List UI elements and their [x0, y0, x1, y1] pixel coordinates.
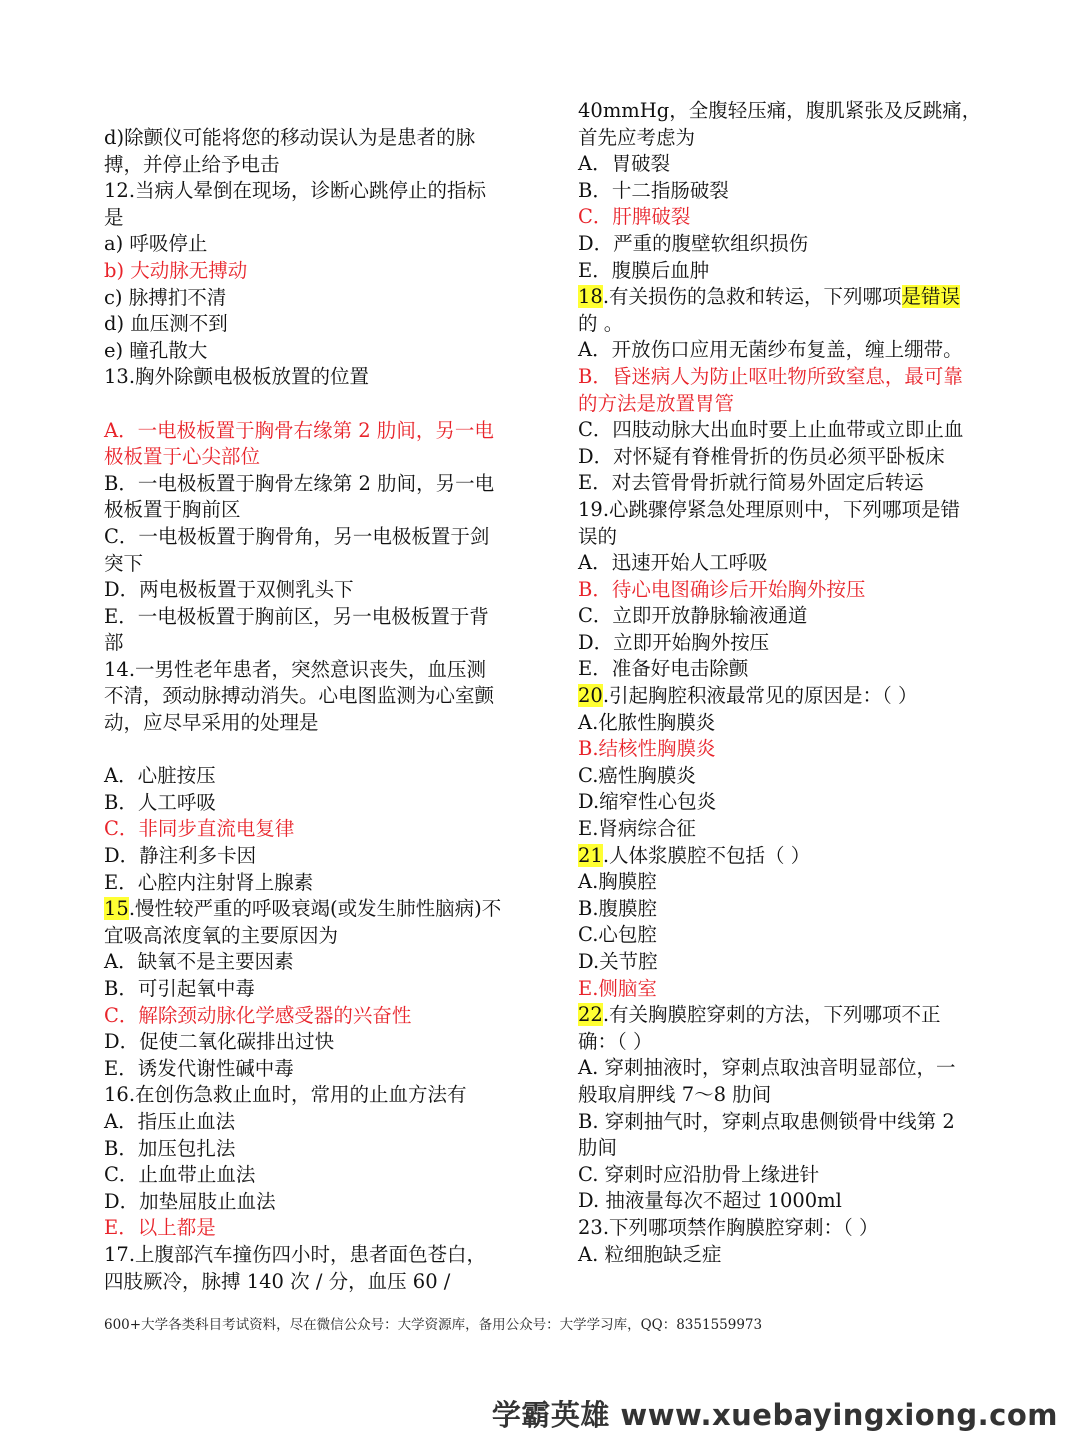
text-line	[578, 789, 988, 816]
line-text: d) 血压测不到	[104, 312, 228, 336]
line-text: b) 大动脉无搏动	[104, 258, 248, 282]
text-line	[104, 1162, 524, 1189]
text-line	[104, 790, 524, 817]
line-text: 极板置于心尖部位	[104, 445, 261, 469]
line-text: C. 穿刺时应沿肋骨上缘进针	[578, 1162, 820, 1186]
line-text: 般取肩胛线 7～8 肋间	[578, 1082, 772, 1106]
line-text: 40mmHg，全腹轻压痛，腹肌紧张及反跳痛，	[578, 99, 982, 122]
blank-line	[104, 737, 524, 764]
line-text: D．严重的腹壁软组织损伤	[578, 231, 809, 255]
question-number-highlight: 22	[578, 1003, 603, 1027]
line-text: E．一电极板置于胸前区，另一电极板置于背	[104, 604, 489, 628]
answer-line	[578, 736, 988, 763]
line-text: A．开放伤口应用无菌纱布复盖，缠上绷带。	[578, 338, 963, 362]
emphasis-highlight: 是错误	[901, 285, 961, 309]
footer-note: 600+大学各类科目考试资料，尽在微信公众号：大学资源库，备用公众号：大学学习库，QQ：8351559973	[104, 1317, 763, 1333]
text-line	[578, 1029, 988, 1056]
line-text: 部	[104, 631, 124, 655]
line-text: B.结核性胸膜炎	[578, 737, 716, 761]
text-line	[104, 497, 524, 524]
line-text: 确：（ ）	[578, 1029, 653, 1053]
line-text: D．立即开始胸外按压	[578, 630, 770, 654]
line-text: A.化脓性胸膜炎	[578, 710, 716, 734]
text-line	[578, 444, 988, 471]
line-text: .人体浆膜腔不包括（ ）	[602, 843, 811, 867]
line-text: C.心包腔	[578, 923, 657, 947]
text-line	[578, 1002, 988, 1029]
text-line	[578, 417, 988, 444]
text-line	[578, 231, 988, 258]
line-text: E．腹膜后血肿	[578, 258, 710, 282]
text-line	[578, 1215, 988, 1242]
line-text: A．一电极板置于胸骨右缘第 2 肋间，另一电	[104, 418, 494, 442]
blank-line	[104, 391, 524, 418]
text-line	[578, 1135, 988, 1162]
text-line	[578, 524, 988, 551]
text-line	[104, 630, 524, 657]
answer-line	[578, 577, 988, 604]
text-line	[104, 311, 524, 338]
right-column	[578, 98, 988, 1268]
text-line	[578, 1162, 988, 1189]
text-line	[104, 551, 524, 578]
text-line	[104, 710, 524, 737]
question-number-highlight: 15	[104, 897, 129, 921]
line-text: E．以上都是	[104, 1216, 216, 1240]
text-line	[104, 1189, 524, 1216]
line-text: B．可引起氧中毒	[104, 977, 255, 1000]
answer-line	[578, 204, 988, 231]
line-text: B．昏迷病人为防止呕吐物所致窒息，最可靠	[578, 364, 963, 388]
line-text: 14.一男性老年患者，突然意识丧失，血压测	[104, 657, 487, 681]
text-line	[578, 816, 988, 843]
text-line	[104, 923, 524, 950]
text-line	[104, 763, 524, 790]
text-line	[104, 976, 524, 1003]
text-line	[104, 524, 524, 551]
text-line	[578, 497, 988, 524]
text-line	[104, 577, 524, 604]
text-line	[578, 258, 988, 285]
line-text: A．缺氧不是主要因素	[104, 950, 294, 974]
line-text: A．胃破裂	[578, 152, 671, 176]
text-line	[578, 710, 988, 737]
site-watermark: 学霸英雄 www.xuebayingxiong.com	[491, 1398, 1058, 1432]
line-text: 极板置于胸前区	[104, 498, 241, 522]
line-text: A．心脏按压	[104, 764, 216, 788]
line-text: 搏，并停止给予电击	[104, 152, 280, 176]
answer-line	[578, 976, 988, 1003]
line-text: E.肾病综合征	[578, 817, 696, 841]
line-text: E．诱发代谢性碱中毒	[104, 1056, 294, 1080]
answer-line	[104, 816, 524, 843]
text-line	[104, 1242, 524, 1269]
text-line	[578, 1188, 988, 1215]
line-text: C．止血带止血法	[104, 1163, 256, 1187]
text-line	[578, 949, 988, 976]
line-text: E.侧脑室	[578, 976, 657, 1000]
text-line	[578, 1109, 988, 1136]
text-line	[104, 178, 524, 205]
question-number-highlight: 21	[578, 843, 603, 867]
line-text: 13.胸外除颤电极板放置的位置	[104, 365, 370, 389]
line-text: .慢性较严重的呼吸衰竭(或发生肺性脑病)不	[128, 897, 502, 921]
line-text: D．两电极板置于双侧乳头下	[104, 578, 354, 602]
line-text: 动，应尽早采用的处理是	[104, 711, 319, 735]
line-text: D．静注利多卡因	[104, 844, 257, 868]
line-text: E．对去管骨骨折就行简易外固定后转运	[578, 471, 924, 495]
text-line	[104, 338, 524, 365]
line-text: A. 穿刺抽液时，穿刺点取浊音明显部位，一	[578, 1056, 956, 1080]
text-line	[104, 285, 524, 312]
text-line	[578, 683, 988, 710]
line-text: 23.下列哪项禁作胸膜腔穿刺：（ ）	[578, 1215, 879, 1239]
line-text: 误的	[578, 524, 618, 548]
answer-line	[104, 1003, 524, 1030]
text-line	[578, 1082, 988, 1109]
text-line	[104, 657, 524, 684]
line-text: C.癌性胸膜炎	[578, 763, 696, 787]
text-line	[104, 471, 524, 498]
line-text: 四肢厥冷，脉搏 140 次 / 分，血压 60 /	[104, 1269, 451, 1293]
line-text: .有关损伤的急救和转运，下列哪项	[602, 285, 902, 309]
line-text: A. 粒细胞缺乏症	[578, 1242, 722, 1266]
line-text: 的 。	[578, 311, 624, 335]
line-text: .有关胸膜腔穿刺的方法，下列哪项不正	[602, 1003, 941, 1027]
line-text: C．肝脾破裂	[578, 205, 691, 229]
text-line	[578, 337, 988, 364]
answer-line	[104, 418, 524, 445]
text-line	[578, 1242, 988, 1269]
line-text: C．一电极板置于胸骨角，另一电极板置于剑	[104, 524, 490, 548]
text-line	[104, 1109, 524, 1136]
line-text: D.关节腔	[578, 950, 658, 973]
line-text: 17.上腹部汽车撞伤四小时，患者面色苍白，	[104, 1242, 487, 1266]
text-line	[578, 869, 988, 896]
text-line	[104, 1136, 524, 1163]
left-column	[104, 125, 524, 1295]
text-line	[578, 603, 988, 630]
text-line	[104, 1029, 524, 1056]
text-line	[578, 178, 988, 205]
line-text: B.腹膜腔	[578, 896, 658, 920]
line-text: 16.在创伤急救止血时，常用的止血方法有	[104, 1083, 467, 1107]
line-text: E．心腔内注射肾上腺素	[104, 870, 314, 894]
line-text: B．十二指肠破裂	[578, 178, 729, 202]
line-text: a) 呼吸停止	[104, 232, 208, 256]
answer-line	[104, 258, 524, 285]
line-text: A．指压止血法	[104, 1109, 236, 1133]
text-line	[578, 98, 988, 125]
answer-line	[578, 364, 988, 391]
line-text: D．促使二氧化碳排出过快	[104, 1030, 335, 1054]
line-text: B．加压包扎法	[104, 1136, 236, 1160]
text-line	[104, 364, 524, 391]
text-line	[578, 284, 988, 311]
line-text: 宜吸高浓度氧的主要原因为	[104, 923, 339, 947]
line-text: .引起胸腔积液最常见的原因是：（ ）	[602, 684, 918, 708]
text-line	[578, 1055, 988, 1082]
line-text: 12.当病人晕倒在现场，诊断心跳停止的指标	[104, 179, 487, 203]
answer-line	[104, 1215, 524, 1242]
line-text: C．解除颈动脉化学感受器的兴奋性	[104, 1003, 412, 1027]
text-line	[578, 896, 988, 923]
answer-line	[578, 391, 988, 418]
question-number-highlight: 20	[578, 684, 603, 708]
question-number-highlight: 18	[578, 285, 603, 309]
line-text: d)除颤仪可能将您的移动误认为是患者的脉	[104, 126, 476, 149]
text-line	[578, 125, 988, 152]
line-text: D. 抽液量每次不超过 1000ml	[578, 1189, 842, 1213]
text-line	[578, 763, 988, 790]
line-text: C．四肢动脉大出血时要上止血带或立即止血	[578, 418, 964, 442]
line-text: D.缩窄性心包炎	[578, 790, 717, 814]
text-line	[104, 231, 524, 258]
text-line	[578, 550, 988, 577]
line-text: e) 瞳孔散大	[104, 338, 208, 362]
line-text: c) 脉搏扪不清	[104, 285, 227, 309]
line-text: 不清，颈动脉搏动消失。心电图监测为心室颤	[104, 684, 495, 708]
text-line	[104, 870, 524, 897]
text-line	[104, 125, 524, 152]
text-line	[104, 949, 524, 976]
text-line	[104, 843, 524, 870]
text-line	[104, 683, 524, 710]
text-line	[578, 151, 988, 178]
line-text: A.胸膜腔	[578, 870, 657, 894]
line-text: 的方法是放置胃管	[578, 391, 735, 415]
text-line	[104, 205, 524, 232]
line-text: 是	[104, 205, 124, 229]
text-line	[578, 311, 988, 338]
line-text: B．待心电图确诊后开始胸外按压	[578, 577, 866, 601]
text-line	[104, 1056, 524, 1083]
line-text: E．准备好电击除颤	[578, 657, 749, 681]
line-text: 19.心跳骤停紧急处理原则中，下列哪项是错	[578, 497, 961, 521]
line-text: C．非同步直流电复律	[104, 817, 295, 841]
text-line	[104, 1269, 524, 1296]
line-text: 首先应考虑为	[578, 125, 696, 149]
text-line	[578, 470, 988, 497]
line-text: B．一电极板置于胸骨左缘第 2 肋间，另一电	[104, 471, 495, 495]
text-line	[578, 922, 988, 949]
text-line	[104, 896, 524, 923]
line-text: C．立即开放静脉输液通道	[578, 604, 808, 628]
line-text: B．人工呼吸	[104, 790, 216, 814]
line-text: B. 穿刺抽气时，穿刺点取患侧锁骨中线第 2	[578, 1109, 955, 1133]
line-text: 突下	[104, 551, 144, 575]
text-line	[578, 843, 988, 870]
line-text: A．迅速开始人工呼吸	[578, 551, 768, 575]
text-line	[578, 656, 988, 683]
text-line	[578, 630, 988, 657]
line-text: D．对怀疑有脊椎骨折的伤员必须平卧板床	[578, 444, 945, 468]
text-line	[104, 152, 524, 179]
answer-line	[104, 444, 524, 471]
line-text: 肋间	[578, 1136, 618, 1160]
text-line	[104, 1082, 524, 1109]
line-text: D．加垫屈肢止血法	[104, 1189, 276, 1213]
text-line	[104, 604, 524, 631]
